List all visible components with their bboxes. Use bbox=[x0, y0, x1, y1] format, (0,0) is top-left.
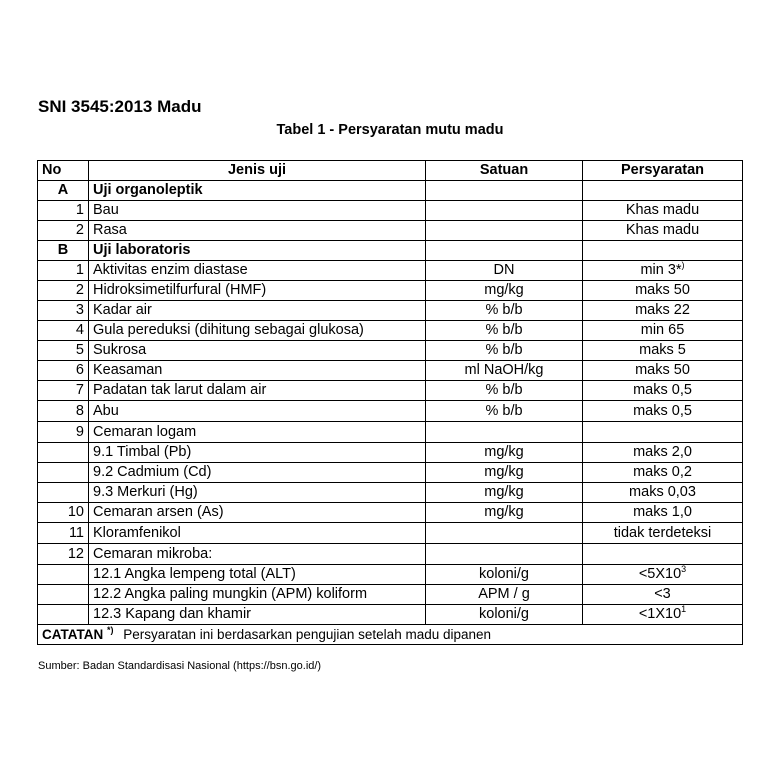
source-citation: Sumber: Badan Standardisasi Nasional (https://bsn.go.id/) bbox=[38, 660, 322, 672]
row-no: 3 bbox=[38, 301, 89, 321]
row-test: Hidroksimetilfurfural (HMF) bbox=[89, 281, 426, 301]
row-requirement: <3 bbox=[583, 585, 743, 605]
row-unit: % b/b bbox=[426, 381, 583, 401]
table-row bbox=[38, 544, 743, 565]
row-requirement bbox=[583, 544, 743, 565]
note-label: CATATAN *) bbox=[42, 625, 114, 642]
row-requirement: maks 0,5 bbox=[583, 381, 743, 401]
row-requirement: min 65 bbox=[583, 321, 743, 341]
table-subrow bbox=[38, 585, 743, 605]
row-requirement bbox=[583, 422, 743, 443]
row-unit: % b/b bbox=[426, 301, 583, 321]
row-test: Bau bbox=[89, 201, 426, 221]
header-unit: Satuan bbox=[426, 161, 583, 181]
row-unit: % b/b bbox=[426, 341, 583, 361]
table-row bbox=[38, 523, 743, 544]
table-row bbox=[38, 321, 743, 341]
row-requirement: maks 1,0 bbox=[583, 503, 743, 523]
row-requirement: maks 0,2 bbox=[583, 463, 743, 483]
row-no: 2 bbox=[38, 221, 89, 241]
row-no: 10 bbox=[38, 503, 89, 523]
row-test: Cemaran logam bbox=[89, 422, 426, 443]
row-no: 9 bbox=[38, 422, 89, 443]
row-test: Padatan tak larut dalam air bbox=[89, 381, 426, 401]
row-unit: mg/kg bbox=[426, 443, 583, 463]
row-unit: mg/kg bbox=[426, 483, 583, 503]
table-header-row bbox=[38, 161, 743, 181]
document-title: SNI 3545:2013 Madu bbox=[38, 97, 202, 116]
row-test: Kadar air bbox=[89, 301, 426, 321]
row-test: Cemaran mikroba: bbox=[89, 544, 426, 565]
row-test: 9.1 Timbal (Pb) bbox=[89, 443, 426, 463]
header-no: No bbox=[38, 161, 89, 181]
requirement-exponent: 3 bbox=[681, 564, 687, 574]
header-test: Jenis uji bbox=[89, 161, 426, 181]
section-a-req bbox=[583, 181, 743, 201]
row-no: 8 bbox=[38, 401, 89, 422]
note-text: Persyaratan ini berdasarkan pengujian setelah madu dipanen bbox=[123, 627, 492, 642]
row-requirement: maks 50 bbox=[583, 281, 743, 301]
header-requirement: Persyaratan bbox=[583, 161, 743, 181]
table-row bbox=[38, 201, 743, 221]
row-requirement: maks 5 bbox=[583, 341, 743, 361]
table-note-row bbox=[38, 625, 743, 645]
row-test: Rasa bbox=[89, 221, 426, 241]
row-requirement bbox=[583, 261, 743, 281]
table-subrow bbox=[38, 463, 743, 483]
row-requirement: maks 0,5 bbox=[583, 401, 743, 422]
section-a-no: A bbox=[38, 181, 89, 201]
table-row bbox=[38, 401, 743, 422]
requirement-footnote-mark: ) bbox=[681, 260, 685, 270]
requirement-value: min 3* bbox=[640, 262, 682, 278]
row-test: Gula pereduksi (dihitung sebagai glukosa) bbox=[89, 321, 426, 341]
row-unit: % b/b bbox=[426, 401, 583, 422]
table-note bbox=[38, 625, 743, 645]
requirements-table bbox=[37, 160, 743, 645]
row-no bbox=[38, 483, 89, 503]
table-subrow bbox=[38, 443, 743, 463]
section-b-req bbox=[583, 241, 743, 261]
row-requirement: maks 50 bbox=[583, 361, 743, 381]
row-no bbox=[38, 463, 89, 483]
row-unit: koloni/g bbox=[426, 565, 583, 585]
row-test: 12.3 Kapang dan khamir bbox=[89, 605, 426, 625]
row-unit bbox=[426, 201, 583, 221]
row-no: 11 bbox=[38, 523, 89, 544]
row-no bbox=[38, 605, 89, 625]
row-no bbox=[38, 585, 89, 605]
row-no: 12 bbox=[38, 544, 89, 565]
table-row bbox=[38, 341, 743, 361]
row-no: 6 bbox=[38, 361, 89, 381]
table-row bbox=[38, 261, 743, 281]
row-unit: APM / g bbox=[426, 585, 583, 605]
row-unit: mg/kg bbox=[426, 281, 583, 301]
table-row bbox=[38, 221, 743, 241]
row-requirement bbox=[583, 605, 743, 625]
table-subrow bbox=[38, 565, 743, 585]
section-b-no: B bbox=[38, 241, 89, 261]
section-b-label: Uji laboratoris bbox=[89, 241, 426, 261]
section-a-label: Uji organoleptik bbox=[89, 181, 426, 201]
table-subrow bbox=[38, 483, 743, 503]
row-requirement: maks 22 bbox=[583, 301, 743, 321]
row-test: Sukrosa bbox=[89, 341, 426, 361]
row-unit bbox=[426, 221, 583, 241]
row-unit: DN bbox=[426, 261, 583, 281]
row-requirement bbox=[583, 565, 743, 585]
requirement-exponent: 1 bbox=[681, 604, 687, 614]
row-unit bbox=[426, 523, 583, 544]
table-row bbox=[38, 361, 743, 381]
row-test: 12.2 Angka paling mungkin (APM) koliform bbox=[89, 585, 426, 605]
section-b-unit bbox=[426, 241, 583, 261]
requirement-value: <1X10 bbox=[638, 606, 682, 622]
row-test: 9.3 Merkuri (Hg) bbox=[89, 483, 426, 503]
requirement-value: <5X10 bbox=[638, 566, 682, 582]
row-no: 7 bbox=[38, 381, 89, 401]
row-unit: ml NaOH/kg bbox=[426, 361, 583, 381]
section-a-unit bbox=[426, 181, 583, 201]
row-requirement: maks 0,03 bbox=[583, 483, 743, 503]
section-row-b bbox=[38, 241, 743, 261]
row-unit: mg/kg bbox=[426, 463, 583, 483]
table-row bbox=[38, 301, 743, 321]
table-subrow bbox=[38, 605, 743, 625]
row-unit bbox=[426, 422, 583, 443]
row-test: Kloramfenikol bbox=[89, 523, 426, 544]
row-unit: mg/kg bbox=[426, 503, 583, 523]
row-no: 1 bbox=[38, 201, 89, 221]
row-no bbox=[38, 565, 89, 585]
row-requirement: Khas madu bbox=[583, 221, 743, 241]
table-row bbox=[38, 381, 743, 401]
row-test: Aktivitas enzim diastase bbox=[89, 261, 426, 281]
table-title: Tabel 1 - Persyaratan mutu madu bbox=[276, 122, 504, 138]
row-test: Keasaman bbox=[89, 361, 426, 381]
row-test: Abu bbox=[89, 401, 426, 422]
row-test: 9.2 Cadmium (Cd) bbox=[89, 463, 426, 483]
row-no: 4 bbox=[38, 321, 89, 341]
row-no: 1 bbox=[38, 261, 89, 281]
row-unit: % b/b bbox=[426, 321, 583, 341]
row-requirement: tidak terdeteksi bbox=[583, 523, 743, 544]
section-row-a bbox=[38, 181, 743, 201]
row-no: 5 bbox=[38, 341, 89, 361]
row-requirement: Khas madu bbox=[583, 201, 743, 221]
table-row bbox=[38, 281, 743, 301]
table-row bbox=[38, 422, 743, 443]
row-unit bbox=[426, 544, 583, 565]
row-unit: koloni/g bbox=[426, 605, 583, 625]
row-test: 12.1 Angka lempeng total (ALT) bbox=[89, 565, 426, 585]
row-requirement: maks 2,0 bbox=[583, 443, 743, 463]
row-no: 2 bbox=[38, 281, 89, 301]
table-row bbox=[38, 503, 743, 523]
row-no bbox=[38, 443, 89, 463]
note-footnote-mark: *) bbox=[107, 625, 114, 635]
row-test: Cemaran arsen (As) bbox=[89, 503, 426, 523]
